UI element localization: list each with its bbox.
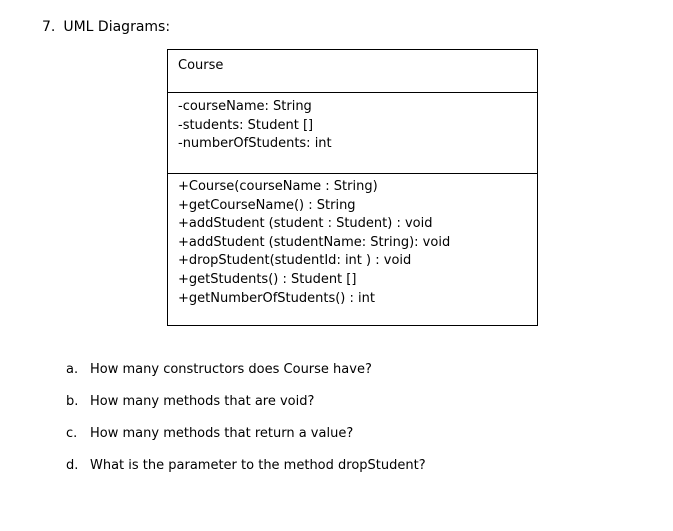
section-title: UML Diagrams: (63, 19, 171, 35)
question-item (66, 361, 426, 393)
question-text: How many constructors does Course have? (90, 362, 372, 377)
uml-class-name-compartment (168, 50, 537, 93)
question-letter: c. (66, 426, 78, 441)
uml-method: +dropStudent(studentId: int ) : void (178, 253, 412, 269)
uml-attribute: -students: Student [] (178, 117, 314, 133)
question-letter: b. (66, 394, 79, 409)
uml-method: +Course(courseName : String) (178, 179, 378, 194)
question-letter: d. (66, 458, 79, 473)
uml-method: +addStudent (student : Student) : void (178, 216, 433, 232)
question-text: What is the parameter to the method dropStudent? (90, 458, 426, 473)
uml-method: +addStudent (studentName: String): void (178, 234, 451, 250)
uml-method: +getNumberOfStudents() : int (178, 290, 375, 306)
uml-attribute: -numberOfStudents: int (178, 136, 332, 152)
uml-method: +getCourseName() : String (178, 197, 356, 213)
question-text: How many methods that return a value? (90, 426, 354, 441)
uml-attribute: -courseName: String (178, 99, 312, 114)
uml-class-name: Course (178, 58, 224, 73)
section-number: 7. (42, 19, 56, 35)
uml-method: +getStudents() : Student [] (178, 271, 357, 287)
question-text: How many methods that are void? (90, 394, 315, 409)
question-item (66, 393, 426, 425)
question-letter: a. (66, 362, 79, 377)
uml-methods-compartment (168, 174, 537, 325)
section-heading (42, 18, 170, 36)
question-item (66, 457, 426, 489)
uml-attributes-compartment (168, 93, 537, 174)
uml-class-diagram (167, 49, 538, 326)
question-list (66, 361, 426, 489)
question-item (66, 425, 426, 457)
